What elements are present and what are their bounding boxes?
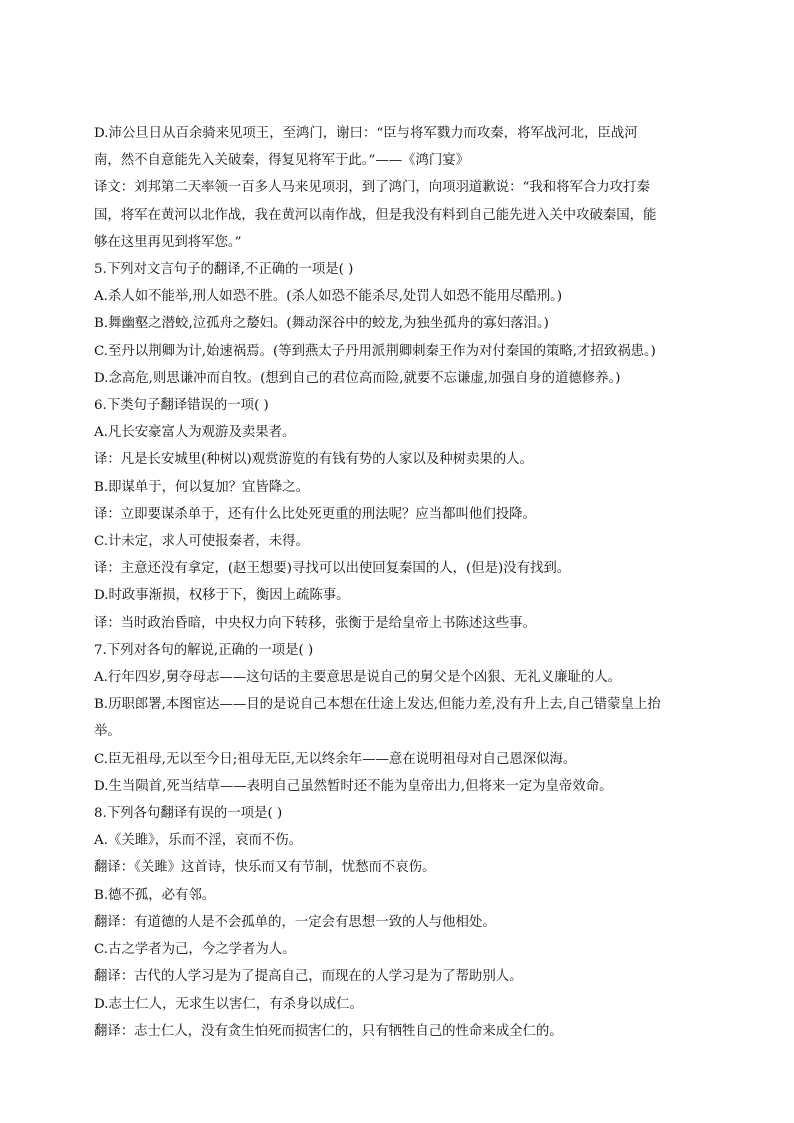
question-8-option-b: B.德不孤，必有邻。 xyxy=(94,887,216,903)
question-8-translation-d: 翻译：志士仁人，没有贪生怕死而损害仁的，只有牺牲自己的性命来成全仁的。 xyxy=(94,1023,563,1039)
question-6-option-d: D.时政事渐损，权移于下，衡因上疏陈事。 xyxy=(94,588,350,604)
question-8-option-a: A.《关雎》，乐而不淫，哀而不伤。 xyxy=(94,833,303,849)
question-5-stem: 5.下列对文言句子的翻译,不正确的一项是( ) xyxy=(94,262,354,278)
question-6-translation-c: 译：主意还没有拿定，(赵王想要)寻找可以出使回复秦国的人，(但是)没有找到。 xyxy=(94,561,571,577)
question-7-option-b-cont: 举。 xyxy=(94,724,121,740)
question-6-translation-a: 译：凡是长安城里(种树以)观赏游览的有钱有势的人家以及种树卖果的人。 xyxy=(94,452,533,468)
question-6-option-b: B.即谋单于，何以复加？宜皆降之。 xyxy=(94,479,309,495)
question-8-option-d: D.志士仁人，无求生以害仁，有杀身以成仁。 xyxy=(94,996,363,1012)
question-6-option-c: C.计未定，求人可使报秦者，未得。 xyxy=(94,534,309,550)
question-6-translation-d: 译：当时政治昏暗，中央权力向下转移，张衡于是给皇帝上书陈述这些事。 xyxy=(94,615,536,631)
translation-line: 够在这里再见到将军您。” xyxy=(94,234,242,250)
question-6-translation-b: 译：立即要谋杀单于，还有什么比处死更重的刑法呢？应当都叫他们投降。 xyxy=(94,506,536,522)
option-d-passage: D.沛公旦日从百余骑来见项王，至鸿门，谢曰：“臣与将军戮力而攻秦，将军战河北，臣战河 xyxy=(94,126,638,141)
question-7-option-b: B.历职郎署,本图宦达——目的是说自己本想在仕途上发达,但能力差,没有升上去,自己错蒙皇上抬 xyxy=(94,697,661,713)
question-5-option-d: D.念高危,则思谦冲而自牧。(想到自己的君位高而险,就要不忘谦虚,加强自身的道德修养。) xyxy=(94,370,621,386)
question-6-stem: 6.下类句子翻译错误的一项( ) xyxy=(94,398,269,414)
option-d-passage-cont: 南，然不自意能先入关破秦，得复见将军于此。”——《鸿门宴》 xyxy=(94,153,470,169)
question-8-option-c: C.古之学者为己，今之学者为人。 xyxy=(94,942,296,958)
translation-line: 译文：刘邦第二天率领一百多人马来见项羽，到了鸿门，向项羽道歉说：“我和将军合力攻打秦 xyxy=(94,180,650,196)
question-6-option-a: A.凡长安豪富人为观游及卖果者。 xyxy=(94,425,296,441)
translation-line: 国，将军在黄河以北作战，我在黄河以南作战，但是我没有料到自己能先进入关中攻破秦国，能 xyxy=(94,207,657,223)
question-8-translation-b: 翻译：有道德的人是不会孤单的，一定会有思想一致的人与他相处。 xyxy=(94,914,496,930)
document-body xyxy=(94,120,700,1045)
question-7-option-d: D.生当陨首,死当结草——表明自己虽然暂时还不能为皇帝出力,但将来一定为皇帝效命。 xyxy=(94,778,613,794)
question-7-stem: 7.下列对各句的解说,正确的一项是( ) xyxy=(94,642,314,658)
question-8-translation-c: 翻译：古代的人学习是为了提高自己，而现在的人学习是为了帮助别人。 xyxy=(94,969,523,985)
question-7-option-a: A.行年四岁,舅夺母志——这句话的主要意思是说自己的舅父是个凶狠、无礼义廉耻的人。 xyxy=(94,670,622,686)
question-5-option-a: A.杀人如不能举,刑人如恐不胜。(杀人如恐不能杀尽,处罚人如恐不能用尽酷刑。) xyxy=(94,289,563,305)
question-5-option-b: B.舞幽壑之潜蛟,泣孤舟之嫠妇。(舞动深谷中的蛟龙,为独坐孤舟的寡妇落泪。) xyxy=(94,316,549,332)
question-5-option-c: C.至丹以荆卿为计,始速祸焉。(等到燕太子丹用派荆卿刺秦王作为对付秦国的策略,才招致祸患。) xyxy=(94,343,656,359)
question-8-stem: 8.下列各句翻译有误的一项是( ) xyxy=(94,806,283,822)
question-7-option-c: C.臣无祖母,无以至今日;祖母无臣,无以终余年——意在说明祖母对自己恩深似海。 xyxy=(94,751,577,767)
question-8-translation-a: 翻译：《关雎》这首诗，快乐而又有节制，忧愁而不哀伤。 xyxy=(94,860,436,876)
